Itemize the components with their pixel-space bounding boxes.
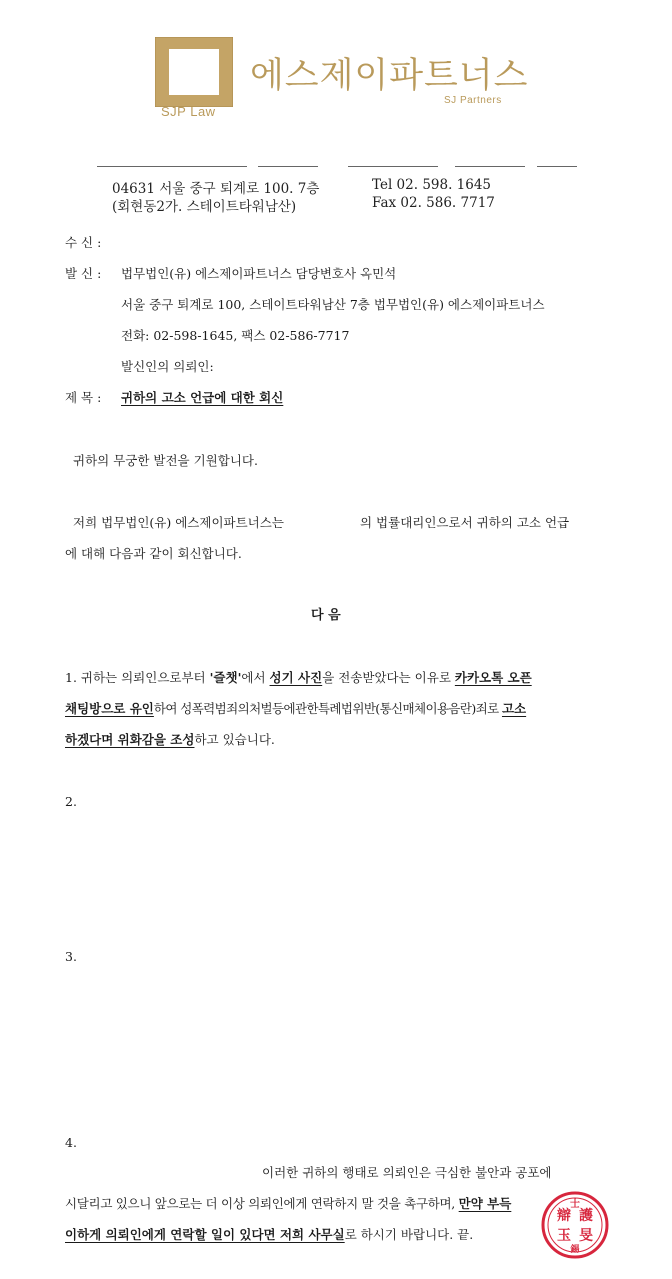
subject-label: 제 목 :: [65, 390, 102, 405]
address-line-2: (회현동2가. 스테이트타워남산): [112, 199, 297, 215]
address-line-1: 04631 서울 중구 퇴계로 100. 7층: [112, 181, 320, 197]
firm-name-korean: 에스제이파트너스: [250, 56, 529, 96]
svg-text:士: 士: [570, 1199, 580, 1210]
greeting: 귀하의 무궁한 발전을 기원합니다.: [73, 453, 258, 468]
item-4-number: 4.: [65, 1135, 77, 1150]
subject-text: 귀하의 고소 언급에 대한 회신: [121, 390, 284, 405]
item-4-line-2: 시달리고 있으니 앞으로는 더 이상 의뢰인에게 연락하지 말 것을 촉구하며, 만약 부득: [65, 1196, 512, 1211]
recipient-label: 수 신 :: [65, 235, 102, 250]
logo-caption: SJP Law: [161, 104, 216, 119]
sender-line-1: 법무법인(유) 에스제이파트너스 담당변호사 옥민석: [121, 266, 397, 281]
svg-text:錫: 錫: [570, 1245, 580, 1255]
item-4-line-3: 이하게 의뢰인에게 연락할 일이 있다면 저희 사무실로 하시기 바랍니다. 끝.: [65, 1227, 474, 1242]
firm-name-english: SJ Partners: [444, 95, 502, 106]
item-2-number: 2.: [65, 794, 77, 809]
intro-line-1b: 의 법률대리인으로서 귀하의 고소 언급: [360, 515, 570, 530]
fax-number: Fax 02. 586. 7717: [372, 195, 495, 211]
svg-text:旻: 旻: [579, 1228, 593, 1244]
tel-number: Tel 02. 598. 1645: [372, 177, 492, 193]
intro-line-2: 에 대해 다음과 같이 회신합니다.: [65, 546, 242, 561]
item-4-line-1: 이러한 귀하의 행태로 의뢰인은 극심한 불안과 공포에: [262, 1165, 552, 1180]
sender-client: 발신인의 의뢰인:: [121, 359, 214, 374]
sender-label: 발 신 :: [65, 266, 102, 281]
section-title: 다 음: [311, 608, 341, 623]
item-1-line-1: 1. 귀하는 의뢰인으로부터 '즐챗'에서 성기 사진을 전송받았다는 이유로 카카오톡 오픈: [65, 670, 532, 685]
svg-text:護: 護: [579, 1208, 593, 1224]
item-1-line-3: 하겠다며 위화감을 조성하고 있습니다.: [65, 732, 275, 747]
svg-text:辯: 辯: [557, 1208, 571, 1224]
item-3-number: 3.: [65, 949, 77, 964]
item-1-line-2: 채팅방으로 유인하여 성폭력범죄의처벌등에관한특례법위반(통신매체이용음란)죄로 고소: [65, 701, 527, 716]
sender-contact: 전화: 02-598-1645, 팩스 02-586-7717: [121, 328, 350, 343]
lawyer-seal-stamp-icon: [540, 1190, 610, 1260]
intro-line-1a: 저희 법무법인(유) 에스제이파트너스는: [73, 515, 284, 530]
svg-text:玉: 玉: [557, 1228, 571, 1244]
firm-logo-icon: [155, 37, 233, 107]
sender-address: 서울 중구 퇴계로 100, 스테이트타워남산 7층 법무법인(유) 에스제이파트너스: [121, 297, 545, 312]
